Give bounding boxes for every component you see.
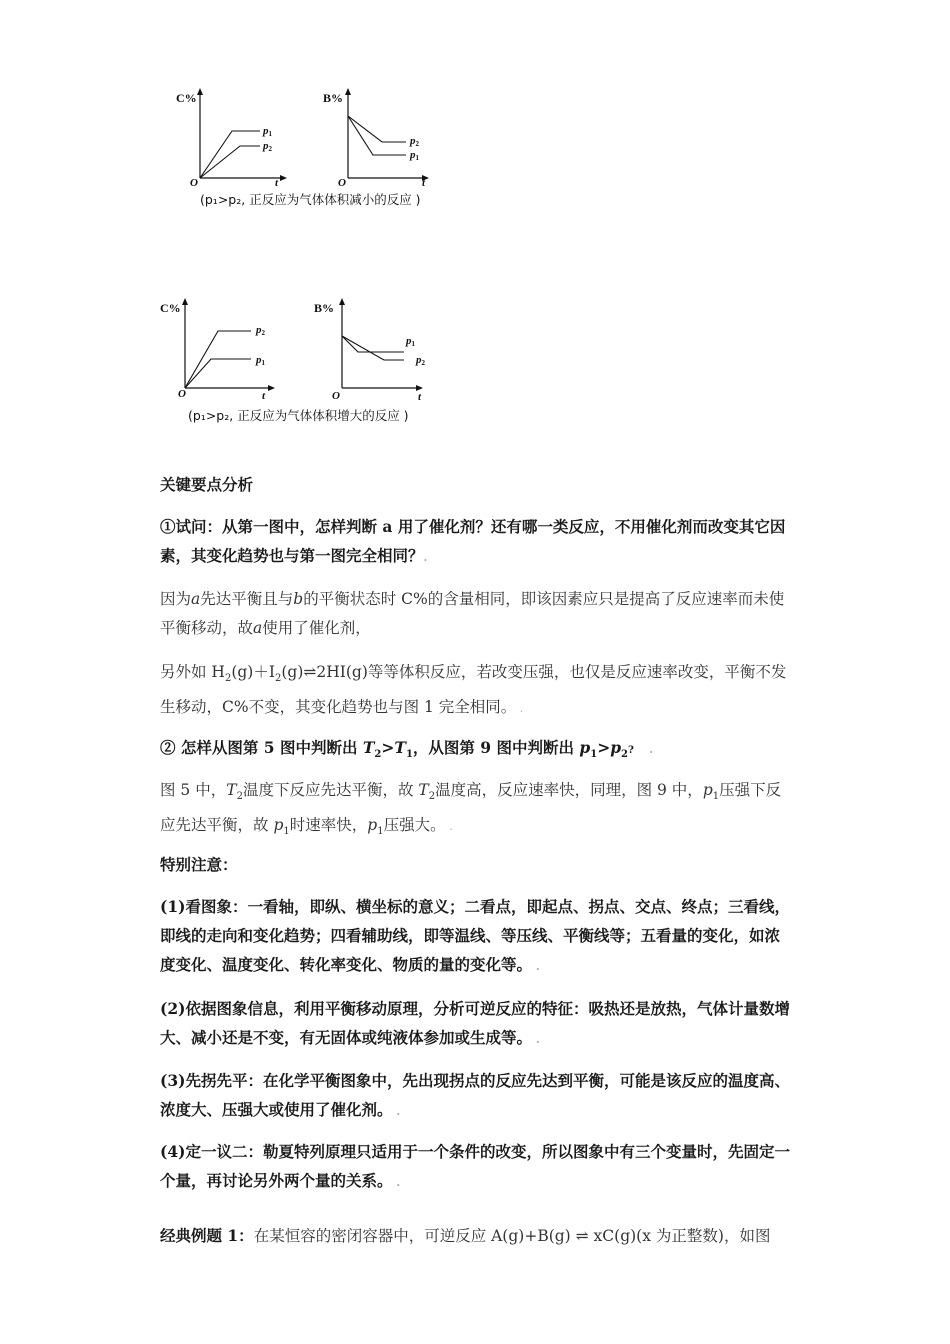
origin-label: O (178, 388, 186, 400)
figure-2-left-chart (160, 298, 275, 402)
example-text: 在某恒容的密闭容器中，可逆反应 A(g)+B(g) ⇌ xC(g)(x 为正整数)，如图 (253, 1227, 771, 1245)
y-axis-label: C% (176, 91, 197, 105)
curve-p2 (342, 336, 404, 360)
curve-p1 (185, 359, 251, 388)
label-p2: p2 (410, 135, 419, 148)
note-1: (1)看图象：一看轴，即纵、横坐标的意义；二看点，即起点、拐点、交点、终点；三看线，即线的走向和变化趋势；四看辅助线，即等温线、等压线、平衡线等；五看量的变化，如浓度变化、温度变化、转化率变化、物质的量的变化等。 . (160, 897, 790, 974)
figure-2 (156, 296, 456, 428)
figure-1-right-chart (323, 88, 429, 189)
label-p1: p1 (256, 354, 265, 367)
example-label: 经典例题 1： (160, 1226, 254, 1245)
note-3: (3)先拐先平：在化学平衡图象中，先出现拐点的反应先达到平衡，可能是该反应的温度高、浓度大、压强大或使用了催化剂。 . (160, 1071, 790, 1119)
figure-1 (160, 86, 460, 216)
figure-1-left-chart (176, 88, 287, 189)
x-axis-label: t (418, 391, 422, 403)
label-p1: p1 (406, 335, 415, 348)
x-axis-label: t (262, 390, 266, 402)
label-p2: p2 (256, 324, 265, 337)
label-p2: p2 (416, 354, 425, 367)
curve-p1 (342, 336, 404, 352)
origin-label: O (332, 390, 340, 402)
curve-p1 (348, 116, 406, 155)
note-4: (4)定一议二：勒夏特列原理只适用于一个条件的改变，所以图象中有三个变量时，先固定一个量，再讨论另外两个量的关系。 . (160, 1142, 790, 1190)
figure-2-caption: (p₁>p₂, 正反应为气体体积增大的反应 ) (188, 408, 409, 423)
figure-1-caption: (p₁>p₂, 正反应为气体体积减小的反应 ) (200, 192, 421, 207)
section-heading: 关键要点分析 (160, 475, 254, 494)
note-2: (2)依据图象信息，利用平衡移动原理，分析可逆反应的特征：吸热还是放热，气体计量数增大、减小还是不变，有无固体或纯液体参加或生成等。 . (160, 999, 790, 1047)
x-axis-label: t (275, 177, 279, 189)
x-axis-label: t (422, 177, 426, 189)
answer-1: 因为a先达平衡且与b的平衡状态时 C%的含量相同，即该因素应只是提高了反应速率而未使平衡移动，故a使用了催化剂， (160, 590, 785, 637)
origin-label: O (190, 177, 198, 189)
y-axis-label: B% (323, 91, 344, 105)
note-heading: 特别注意： (160, 855, 238, 874)
label-p2: p2 (263, 140, 272, 153)
answer-2: 图 5 中，$T_2$温度下反应先达平衡，故 $T_2$温度高，反应速率快，同理，图 9 中，$p_1$压强下反应先达平衡，故 $p_1$时速率快，$p_1$压强大。 . (160, 781, 782, 838)
example-1 (160, 1221, 792, 1251)
label-p1: p1 (263, 125, 272, 138)
curve-p2 (200, 146, 260, 178)
label-p1: p1 (410, 149, 419, 162)
answer-1-extra: 另外如 $H_2(g)+I_2(g)\rightleftharpoons 2HI(g)$等等体积反应，若改变压强，也仅是反应速率改变，平衡不发生移动，C%不变，其变化趋势也与图 1 完全相同。 . (160, 663, 787, 717)
y-axis-label: B% (314, 301, 335, 315)
question-2: ② 怎样从图第 5 图中判断出 $T_2>T_1$，从图第 9 图中判断出 $p_1>p_2$? . (160, 738, 654, 761)
question-1: ①试问：从第一图中，怎样判断 a 用了催化剂？还有哪一类反应，不用催化剂而改变其它因素，其变化趋势也与第一图完全相同？. (160, 517, 786, 565)
origin-label: O (338, 177, 346, 189)
figure-2-right-chart (314, 298, 426, 403)
y-axis-label: C% (160, 301, 181, 315)
